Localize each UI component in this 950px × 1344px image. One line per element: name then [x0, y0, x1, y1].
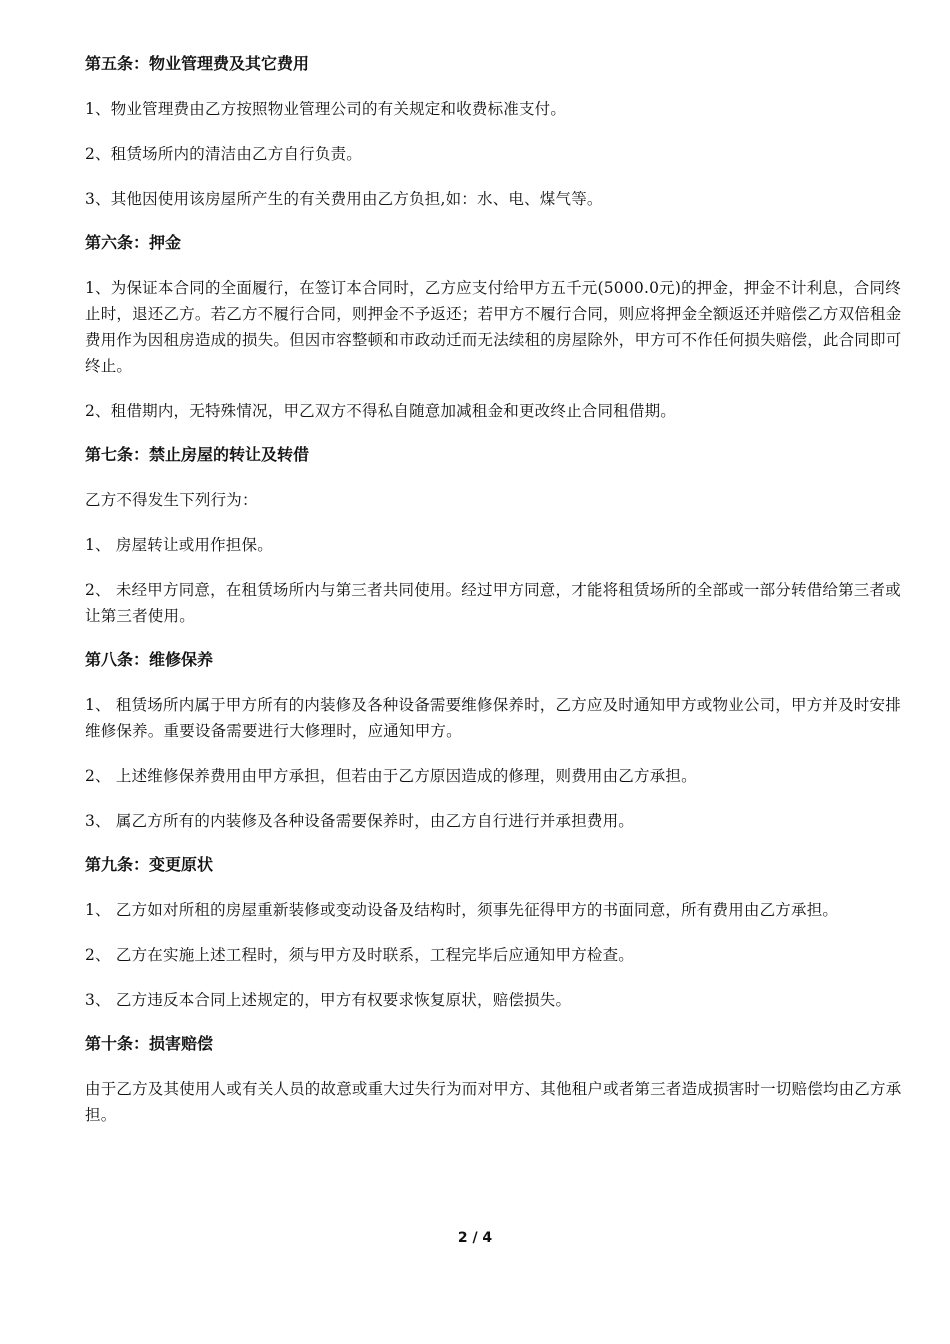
- document-page: [85, 52, 905, 1147]
- section-heading: 第六条：押金: [85, 233, 182, 252]
- paragraph: 2、 上述维修保养费用由甲方承担，但若由于乙方原因造成的修理，则费用由乙方承担。: [85, 767, 697, 785]
- section-heading: 第八条：维修保养: [85, 650, 214, 669]
- paragraph: 1、为保证本合同的全面履行，在签订本合同时，乙方应支付给甲方五千元(5000.0元)的押金，押金不计利息，合同终止时，退还乙方。若乙方不履行合同，则押金不予返还；若甲方不履行合同，则应将押金全额返还并赔偿乙方双倍租金费用作为因租房造成的损失。但因市容整顿和市政动迁而无法续租的房屋除外，甲方可不作任何损失赔偿，此合同即可终止。: [85, 279, 902, 375]
- paragraph: 1、 乙方如对所租的房屋重新装修或变动设备及结构时，须事先征得甲方的书面同意，所有费用由乙方承担。: [85, 901, 839, 919]
- section-heading: 第九条：变更原状: [85, 855, 214, 874]
- section-article-5: [85, 52, 905, 212]
- section-heading: 第十条：损害赔偿: [85, 1034, 214, 1053]
- section-article-9: [85, 853, 905, 1013]
- page-number: 2 / 4: [457, 1230, 493, 1246]
- paragraph: 2、租赁场所内的清洁由乙方自行负责。: [85, 145, 362, 163]
- paragraph: 2、 乙方在实施上述工程时，须与甲方及时联系，工程完毕后应通知甲方检查。: [85, 946, 634, 964]
- section-heading: 第七条：禁止房屋的转让及转借: [85, 445, 310, 464]
- paragraph: 2、 未经甲方同意，在租赁场所内与第三者共同使用。经过甲方同意，才能将租赁场所的全部或一部分转借给第三者或让第三者使用。: [85, 581, 901, 625]
- section-article-6: [85, 231, 905, 424]
- paragraph: 3、 属乙方所有的内装修及各种设备需要保养时，由乙方自行进行并承担费用。: [85, 812, 634, 830]
- paragraph: 1、 租赁场所内属于甲方所有的内装修及各种设备需要维修保养时，乙方应及时通知甲方或物业公司，甲方并及时安排维修保养。重要设备需要进行大修理时，应通知甲方。: [85, 696, 901, 740]
- section-article-10: [85, 1032, 905, 1128]
- paragraph: 3、 乙方违反本合同上述规定的，甲方有权要求恢复原状，赔偿损失。: [85, 991, 572, 1009]
- section-article-8: [85, 648, 905, 834]
- paragraph: 1、物业管理费由乙方按照物业管理公司的有关规定和收费标准支付。: [85, 100, 567, 118]
- paragraph: 2、租借期内，无特殊情况，甲乙双方不得私自随意加减租金和更改终止合同租借期。: [85, 402, 676, 420]
- paragraph: 由于乙方及其使用人或有关人员的故意或重大过失行为而对甲方、其他租户或者第三者造成损害时一切赔偿均由乙方承担。: [85, 1080, 902, 1124]
- section-heading: 第五条：物业管理费及其它费用: [85, 54, 310, 73]
- paragraph: 3、其他因使用该房屋所产生的有关费用由乙方负担,如：水、电、煤气等。: [85, 190, 603, 208]
- paragraph: 1、 房屋转让或用作担保。: [85, 536, 273, 554]
- section-article-7: [85, 443, 905, 629]
- paragraph: 乙方不得发生下列行为：: [85, 491, 258, 509]
